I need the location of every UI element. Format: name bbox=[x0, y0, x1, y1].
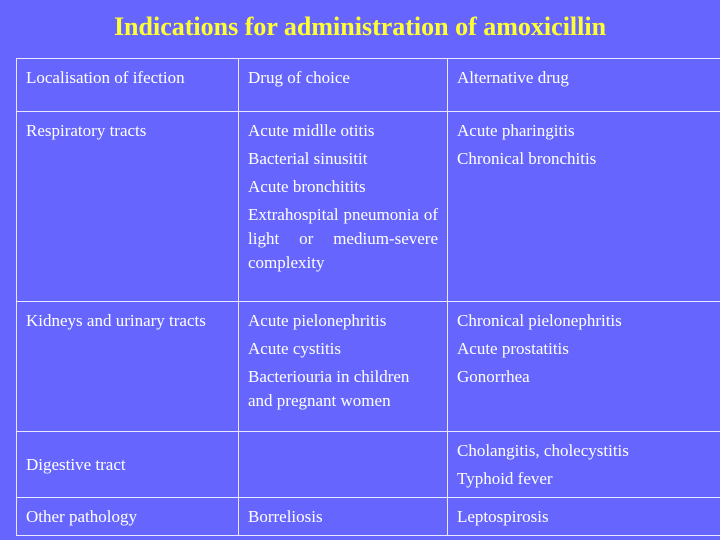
header-localisation: Localisation of ifection bbox=[17, 59, 239, 112]
localisation-text: Kidneys and urinary tracts bbox=[26, 311, 206, 330]
choice-item: Acute cystitis bbox=[248, 339, 342, 358]
table-row bbox=[17, 302, 720, 432]
choice-item: Acute pielonephritis bbox=[248, 311, 387, 330]
header-drug-of-choice: Drug of choice bbox=[239, 59, 448, 112]
cell-alternative-drug bbox=[448, 112, 720, 302]
choice-item: Borreliosis bbox=[248, 507, 323, 526]
cell-localisation bbox=[17, 432, 239, 498]
localisation-text: Other pathology bbox=[26, 507, 137, 526]
indications-table bbox=[16, 58, 720, 536]
cell-localisation bbox=[17, 302, 239, 432]
cell-drug-of-choice bbox=[239, 432, 448, 498]
table-row bbox=[17, 432, 720, 498]
table-row bbox=[17, 112, 720, 302]
alternative-item: Cholangitis, cholecystitis bbox=[457, 441, 629, 460]
alternative-item: Chronical pielonephritis bbox=[457, 311, 622, 330]
cell-localisation bbox=[17, 498, 239, 536]
localisation-text: Respiratory tracts bbox=[26, 121, 147, 140]
choice-item: Extrahospital pneumonia of light or medium-severe complexity bbox=[248, 205, 438, 272]
cell-localisation bbox=[17, 112, 239, 302]
alternative-item: Chronical bronchitis bbox=[457, 149, 597, 168]
choice-item: Bacteriouria in children and pregnant women bbox=[248, 367, 410, 410]
cell-alternative-drug bbox=[448, 302, 720, 432]
choice-item: Acute bronchitits bbox=[248, 177, 366, 196]
cell-alternative-drug bbox=[448, 498, 720, 536]
localisation-text: Digestive tract bbox=[26, 455, 126, 474]
page-title: Indications for administration of amoxicillin bbox=[113, 12, 607, 41]
alternative-item: Gonorrhea bbox=[457, 367, 530, 386]
cell-drug-of-choice bbox=[239, 302, 448, 432]
choice-item: Acute midlle otitis bbox=[248, 121, 375, 140]
alternative-item: Acute pharingitis bbox=[457, 121, 575, 140]
alternative-item: Leptospirosis bbox=[457, 507, 549, 526]
cell-drug-of-choice bbox=[239, 498, 448, 536]
header-alternative-drug: Alternative drug bbox=[448, 59, 720, 112]
choice-item: Bacterial sinusitit bbox=[248, 149, 368, 168]
alternative-item: Acute prostatitis bbox=[457, 339, 569, 358]
table-header-row bbox=[17, 59, 720, 112]
cell-alternative-drug bbox=[448, 432, 720, 498]
alternative-item: Typhoid fever bbox=[457, 469, 553, 488]
table-row bbox=[17, 498, 720, 536]
cell-drug-of-choice bbox=[239, 112, 448, 302]
